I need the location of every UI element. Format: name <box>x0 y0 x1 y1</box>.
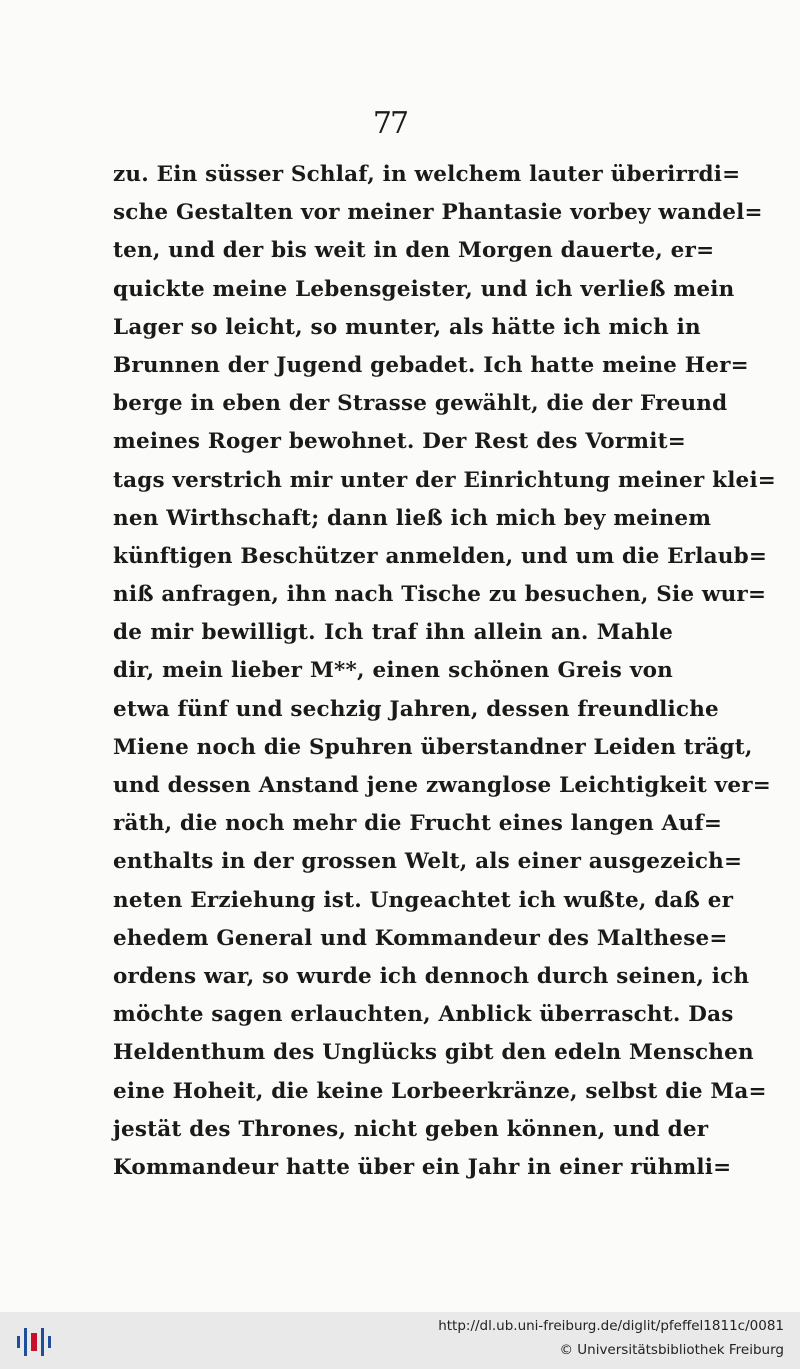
text-line: zu. Ein süsser Schlaf, in welchem lauter überirrdi= <box>113 162 741 187</box>
page-number: 77 <box>372 106 408 141</box>
text-line: enthalts in der grossen Welt, als einer ausgezeich= <box>113 849 743 875</box>
text-line: Heldenthum des Unglücks gibt den edeln Menschen <box>113 1040 754 1066</box>
text-line: etwa fünf und sechzig Jahren, dessen freundliche <box>113 696 719 722</box>
text-line: möchte sagen erlauchten, Anblick überrascht. Das <box>113 1002 734 1028</box>
text-line: dir, mein lieber M**, einen schönen Greis von <box>113 658 673 684</box>
text-line: jestät des Thrones, nicht geben können, und der <box>113 1116 709 1142</box>
text-line: Kommandeur hatte über ein Jahr in einer rühmli= <box>113 1154 732 1180</box>
text-line: Miene noch die Spuhren überstandner Leiden trägt, <box>113 734 753 760</box>
text-line: ten, und der bis weit in den Morgen dauerte, er= <box>113 238 715 264</box>
text-line: berge in eben der Strasse gewählt, die der Freund <box>113 391 728 417</box>
text-line: quickte meine Lebensgeister, und ich verließ mein <box>113 276 735 302</box>
page-body-text <box>113 156 777 1187</box>
text-line: und dessen Anstand jene zwanglose Leichtigkeit ver= <box>113 773 771 798</box>
text-line: meines Roger bewohnet. Der Rest des Vormit= <box>113 429 686 455</box>
text-line: niß anfragen, ihn nach Tische zu besuchen, Sie wur= <box>113 582 767 608</box>
text-line: sche Gestalten vor meiner Phantasie vorbey wandel= <box>113 200 763 226</box>
footer-copyright: © Universitätsbibliothek Freiburg <box>559 1342 784 1358</box>
footer-url-link[interactable]: http://dl.ub.uni-freiburg.de/diglit/pfeffel1811c/0081 <box>438 1318 784 1334</box>
text-line: Lager so leicht, so munter, als hätte ich mich in <box>113 314 701 340</box>
text-line: tags verstrich mir unter der Einrichtung meiner klei= <box>113 467 777 493</box>
text-line: ehedem General und Kommandeur des Malthese= <box>113 925 728 951</box>
text-line: eine Hoheit, die keine Lorbeerkränze, selbst die Ma= <box>113 1078 767 1104</box>
footer-bar <box>0 1312 800 1369</box>
text-line: nen Wirthschaft; dann ließ ich mich bey meinem <box>113 505 712 531</box>
ub-freiburg-logo-icon[interactable] <box>14 1322 54 1362</box>
text-line: neten Erziehung ist. Ungeachtet ich wußte, daß er <box>113 887 734 913</box>
text-line: künftigen Beschützer anmelden, und um die Erlaub= <box>113 543 768 569</box>
text-line: ordens war, so wurde ich dennoch durch seinen, ich <box>113 963 750 989</box>
text-line: Brunnen der Jugend gebadet. Ich hatte meine Her= <box>113 352 749 378</box>
text-line: räth, die noch mehr die Frucht eines langen Auf= <box>113 811 723 837</box>
text-line: de mir bewilligt. Ich traf ihn allein an. Mahle <box>113 620 673 646</box>
